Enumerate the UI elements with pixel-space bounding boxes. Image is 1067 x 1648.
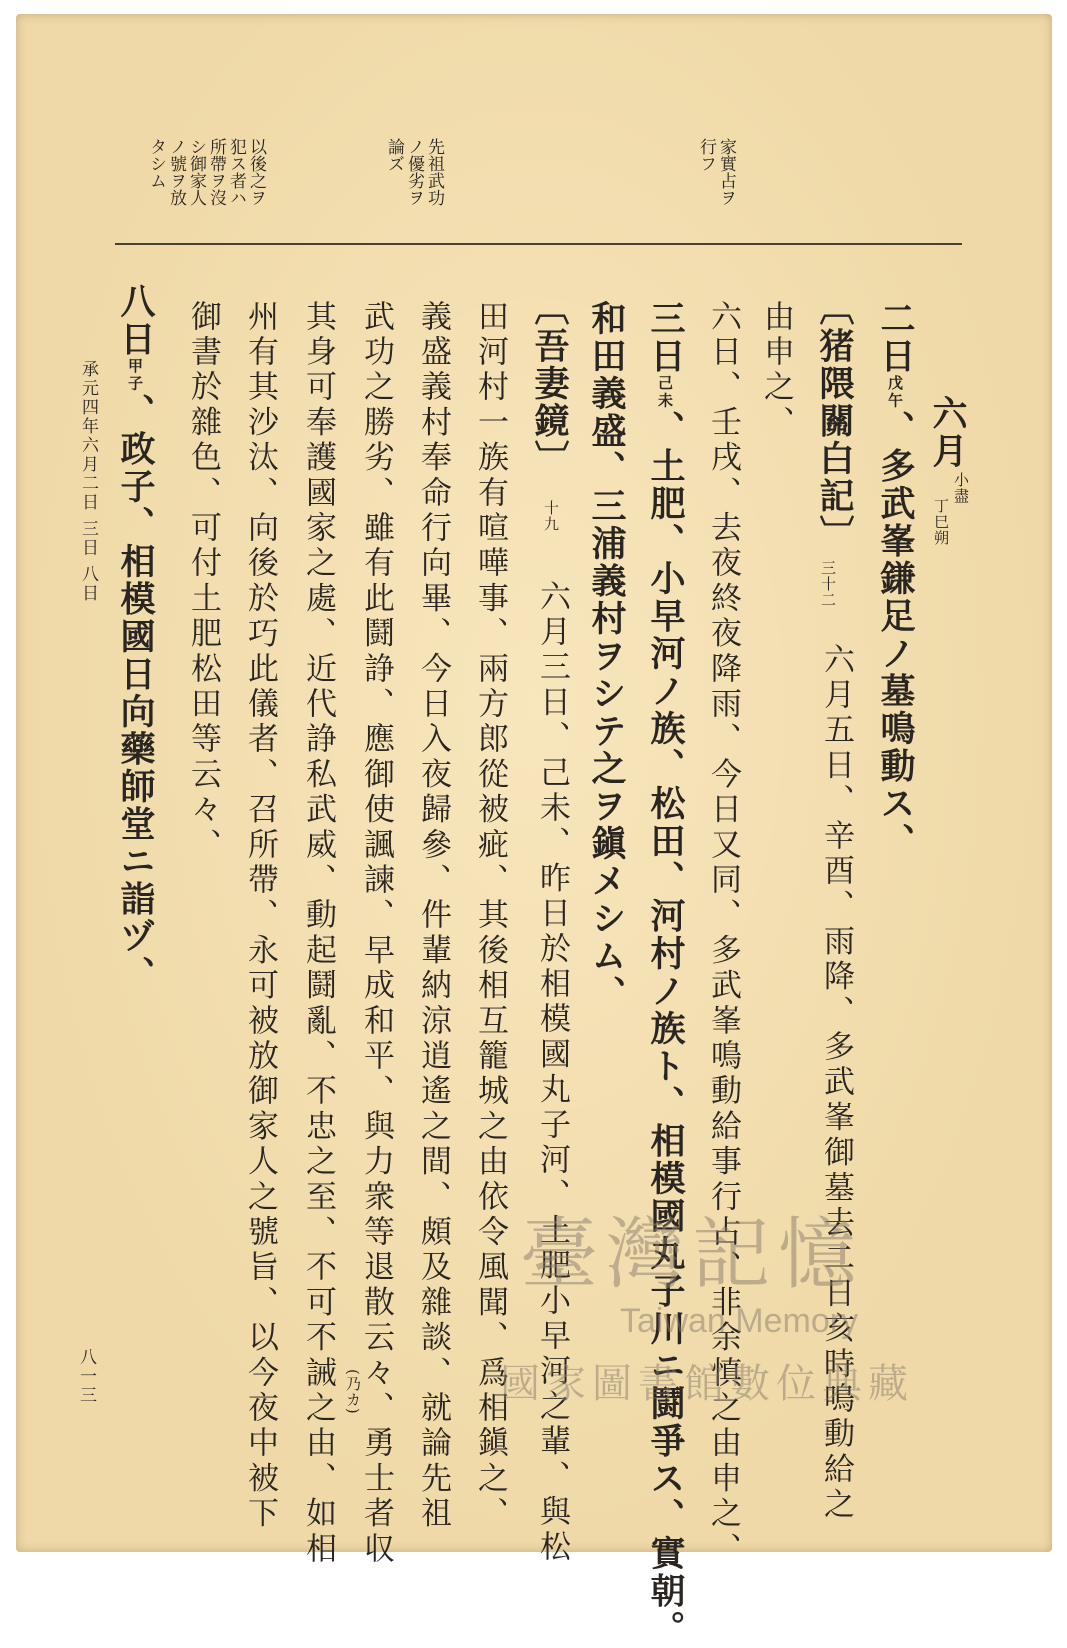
text-column: 州有其沙汰、向後於巧此儀者、召所帶、永可被放御家人之號旨、以今夜中被下: [242, 300, 278, 1532]
watermark-subtitle: 國家圖書館數位典藏: [500, 1361, 914, 1407]
margin-note-3: 以後之ヲ 犯ス者ハ 所帶ヲ沒 シ御家人 ノ號ヲ放 タシム: [146, 138, 266, 206]
text-column: 六日、壬戌、去夜終夜降雨、今日又同、多武峯鳴動給事行占、非余慎之由申之、: [705, 300, 741, 1568]
watermark-chinese: 臺灣記憶: [520, 1210, 865, 1300]
margin-note-2: 先祖武功 ノ優劣ヲ 論ズ: [384, 138, 444, 206]
annotation-note: (乃カ): [344, 1369, 362, 1415]
watermark: [500, 1192, 1000, 1442]
citation-inokuma: 〔猪隈關白記〕: [814, 290, 855, 553]
month-note-top: 小盡: [952, 472, 970, 504]
citation-azuma-volume: 十九: [542, 500, 560, 532]
text-column: 六月五日、辛酉、雨降、多武峯御墓去二日亥時鳴動給之: [818, 643, 854, 1523]
entry-wada-miura: 和田義盛、三浦義村ヲシテ之ヲ鎭メシム、: [586, 300, 627, 1013]
text-column: 六月三日、己未、昨日於相模國丸子河、土肥小早河之輩、與松: [534, 580, 570, 1566]
header-rule: [115, 243, 962, 245]
margin-note-1: 家實占ヲ 行フ: [696, 138, 736, 206]
text-column: 御書於雜色、可付土肥松田等云々、: [185, 300, 221, 864]
text-column: 由申之、: [758, 300, 794, 441]
month-heading: 六月: [927, 395, 968, 470]
entry-8th-day: 八日甲子、政子、相模國日向藥師堂ニ詣ヅ、: [115, 283, 156, 993]
text-column: 義盛義村奉命行向畢、今日入夜歸參、件輩納涼逍遙之間、頗及雜談、就論先祖: [415, 300, 451, 1532]
citation-azuma-kagami: 〔吾妻鏡〕: [529, 290, 570, 478]
text-column: 武功之勝劣、雖有此鬪諍、應御使諷諫、早成和平、與力衆等退散云々、勇士者収: [358, 300, 394, 1568]
watermark-english: Taiwan Memory: [620, 1302, 859, 1340]
month-note-bottom: 丁巳朔: [932, 498, 950, 546]
text-column: 田河村一族有喧嘩事、兩方郎從被疵、其後相互籠城之由依令風聞、爲相鎭之、: [472, 300, 508, 1532]
text-column: 其身可奉護國家之處、近代諍私武威、動起鬪亂、不忠之至、不可不誡之由、如相: [300, 300, 336, 1568]
entry-3rd-day: 三日己未、土肥、小早河ノ族、松田、河村ノ族ト、相模國丸子川ニ鬪爭ス、實朝。: [645, 300, 686, 1648]
citation-inokuma-volume: 三十二: [819, 560, 837, 608]
running-head: 承元四年六月二日 三日 八日: [78, 360, 98, 603]
page-number: 八一三: [76, 1348, 96, 1405]
entry-2nd-day: 二日戊午、多武峯鎌足ノ墓鳴動ス、: [875, 300, 916, 860]
